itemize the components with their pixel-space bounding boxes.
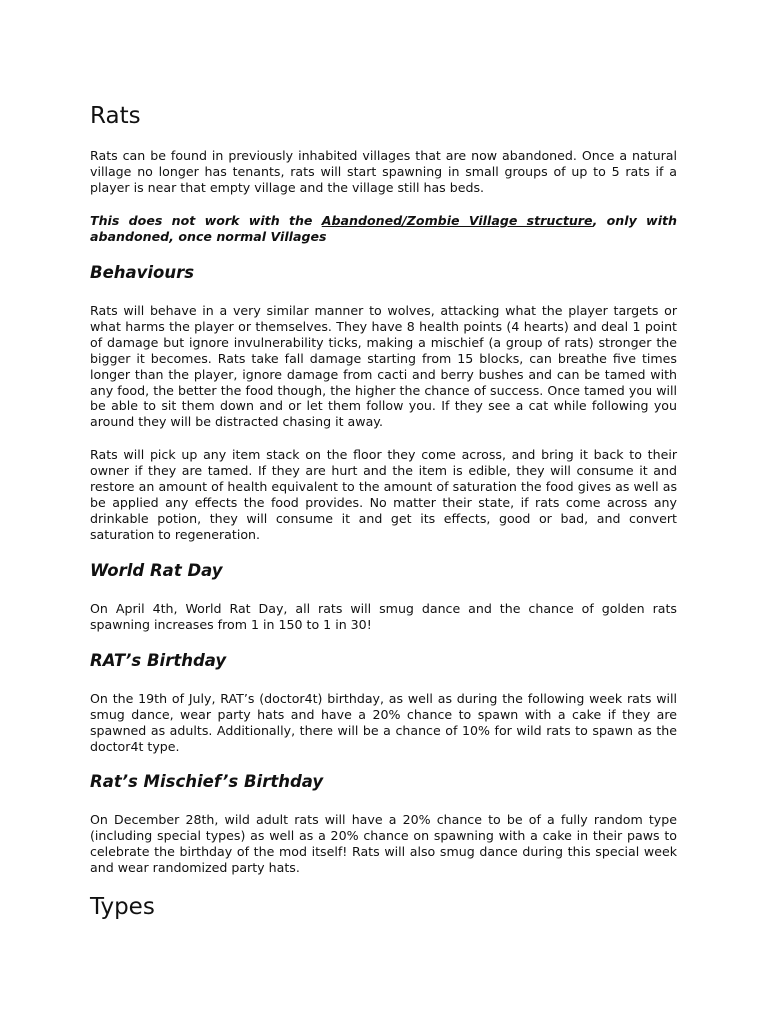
abandoned-village-link[interactable]: Abandoned/Zombie Village structure <box>321 213 593 228</box>
world-rat-day-heading: World Rat Day <box>90 561 223 580</box>
village-note-before: This does not work with the <box>90 213 322 228</box>
village-note-after: , only with abandoned, once normal Villages <box>90 213 677 244</box>
page-title: Rats <box>90 103 141 129</box>
behaviours-paragraph-1: Rats will behave in a very similar manner to wolves, attacking what the player targets or what harms the player or themselves. They have 8 health points (4 hearts) and deal 1 point of damage but ignore invulnerability ticks, making a mischief (a group of rats) stronger the bigger it becomes. Rats take fall damage starting from 15 blocks, can breathe five times longer than the player, ignore damage from cacti and berry bushes and can be tamed with any food, the better the food though, the higher the chance of success. Once tamed you will be able to sit them down and or let them follow you. If they see a cat while following you around they will be distracted chasing it away. <box>90 303 677 430</box>
world-rat-day-paragraph: On April 4th, World Rat Day, all rats will smug dance and the chance of golden rats spawning increases from 1 in 150 to 1 in 30! <box>90 601 677 632</box>
village-note <box>90 213 677 245</box>
rat-birthday-paragraph: On the 19th of July, RAT’s (doctor4t) birthday, as well as during the following week rats will smug dance, wear party hats and have a 20% chance to spawn with a cake if they are spawned as adults. Additionally, there will be a chance of 10% for wild rats to spawn as the doctor4t type. <box>90 691 677 754</box>
rat-birthday-heading: RAT’s Birthday <box>90 651 227 670</box>
intro-paragraph: Rats can be found in previously inhabited villages that are now abandoned. Once a natural village no longer has tenants, rats will start spawning in small groups of up to 5 rats if a player is near that empty village and the village still has beds. <box>90 148 677 195</box>
types-heading: Types <box>90 894 155 920</box>
mischief-birthday-heading: Rat’s Mischief’s Birthday <box>90 772 324 791</box>
behaviours-paragraph-2: Rats will pick up any item stack on the floor they come across, and bring it back to their owner if they are tamed. If they are hurt and the item is edible, they will consume it and restore an amount of health equivalent to the amount of saturation the food gives as well as be applied any effects the food provides. No matter their state, if rats come across any drinkable potion, they will consume it and get its effects, good or bad, and convert saturation to regeneration. <box>90 447 677 542</box>
mischief-birthday-paragraph: On December 28th, wild adult rats will have a 20% chance to be of a fully random type (including special types) as well as a 20% chance on spawning with a cake in their paws to celebrate the birthday of the mod itself! Rats will also smug dance during this special week and wear randomized party hats. <box>90 812 677 875</box>
behaviours-heading: Behaviours <box>90 263 195 282</box>
